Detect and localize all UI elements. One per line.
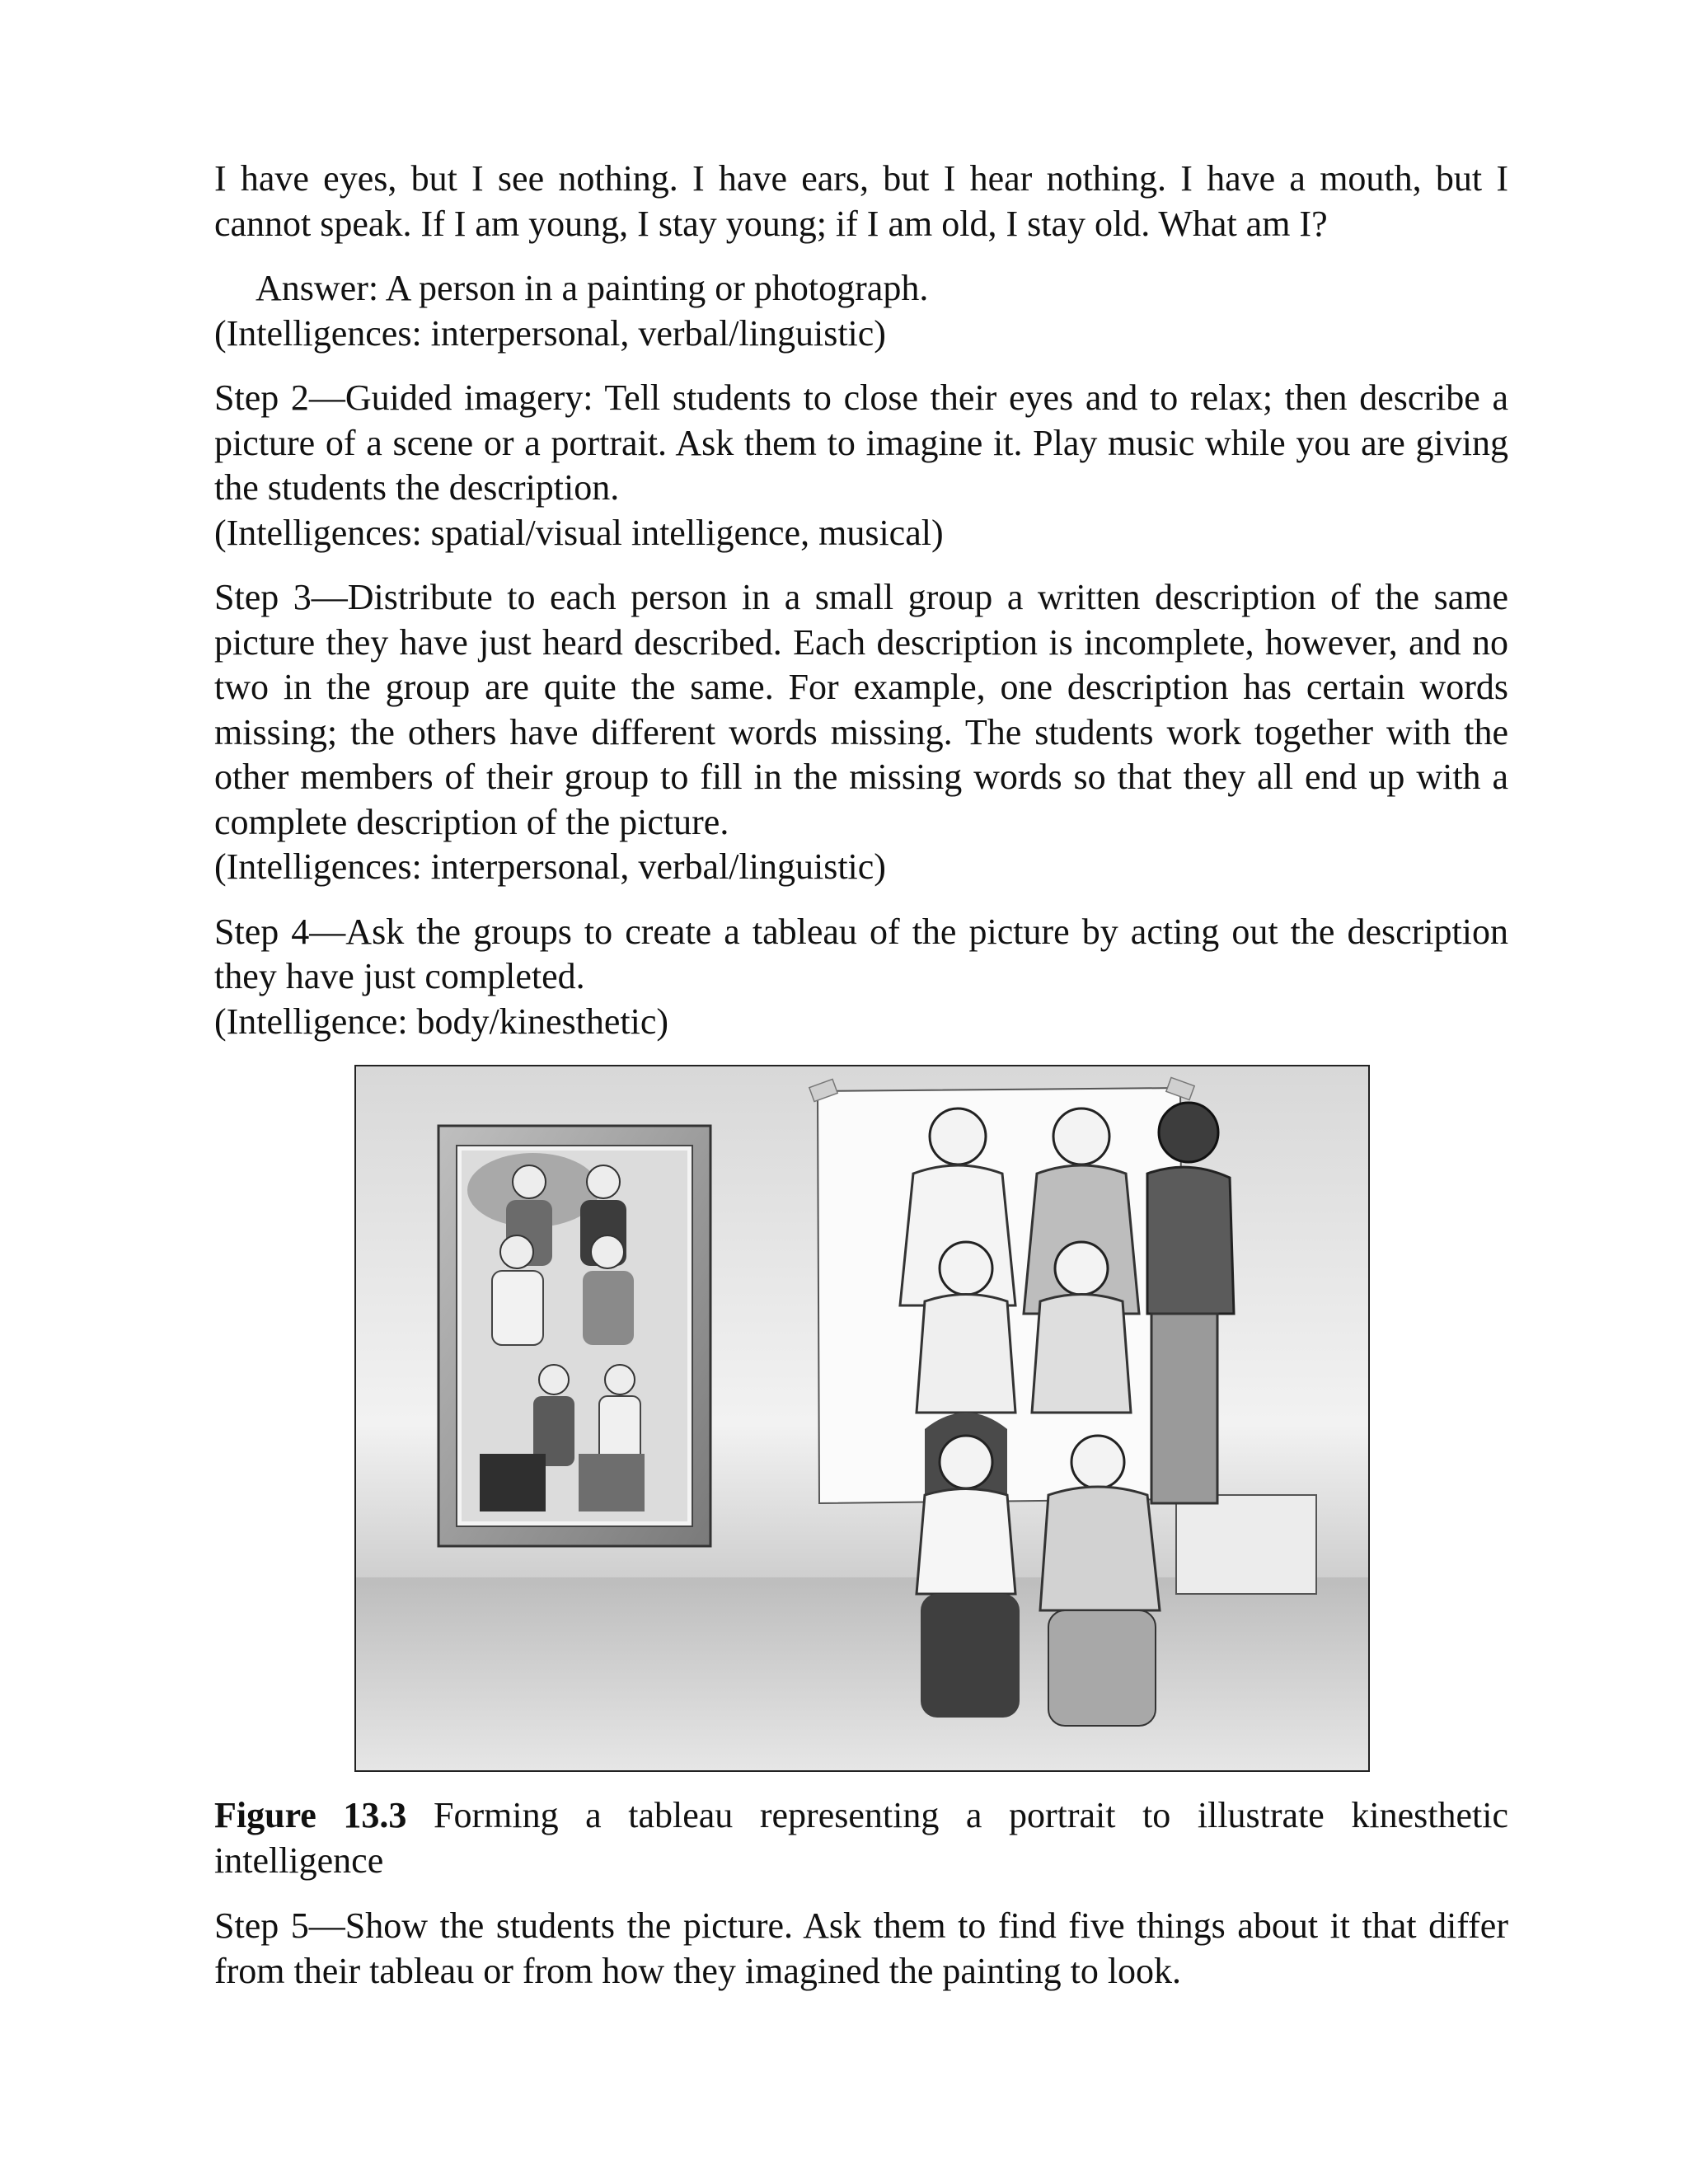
step4-paragraph: Step 4—Ask the groups to create a tableau of the picture by acting out the description they have just completed. [214,911,1508,996]
figure-illustration [354,1065,1370,1772]
step3-intelligences: (Intelligences: interpersonal, verbal/linguistic) [214,846,886,887]
figure-caption [214,1793,1508,1883]
framed-portrait [438,1126,710,1546]
step5-paragraph: Step 5—Show the students the picture. Ask them to find five things about it that differ from their tableau or from how they imagined the painting to look. [214,1905,1508,1991]
tableau-illustration [356,1066,1368,1770]
riddle-intelligences: (Intelligences: interpersonal, verbal/linguistic) [214,312,886,354]
figure-label: Figure 13.3 [214,1795,407,1835]
step3-paragraph: Step 3—Distribute to each person in a small group a written description of the same picture they have just heard described. Each description is incomplete, however, and no two in the group are quite the same. For example, one description has certain words missing; the others have different words missing. The students work together with the other members of their group to fill in the missing words so that they all end up with a complete description of the picture. [214,577,1508,842]
body-text [214,157,1508,1044]
figure-caption-text: Forming a tableau representing a portrait to illustrate kinesthetic intelligence [214,1795,1509,1881]
riddle-answer: Answer: A person in a painting or photograph. [256,268,929,308]
step2-intelligences: (Intelligences: spatial/visual intelligence, musical) [214,512,944,553]
riddle-paragraph: I have eyes, but I see nothing. I have ears, but I hear nothing. I have a mouth, but I cannot speak. If I am young, I stay young; if I am old, I stay old. What am I? [214,158,1508,244]
step4-intelligences: (Intelligence: body/kinesthetic) [214,1001,669,1042]
step2-paragraph: Step 2—Guided imagery: Tell students to close their eyes and to relax; then describe a picture of a scene or a portrait. Ask them to imagine it. Play music while you are giving the students the description. [214,377,1508,508]
